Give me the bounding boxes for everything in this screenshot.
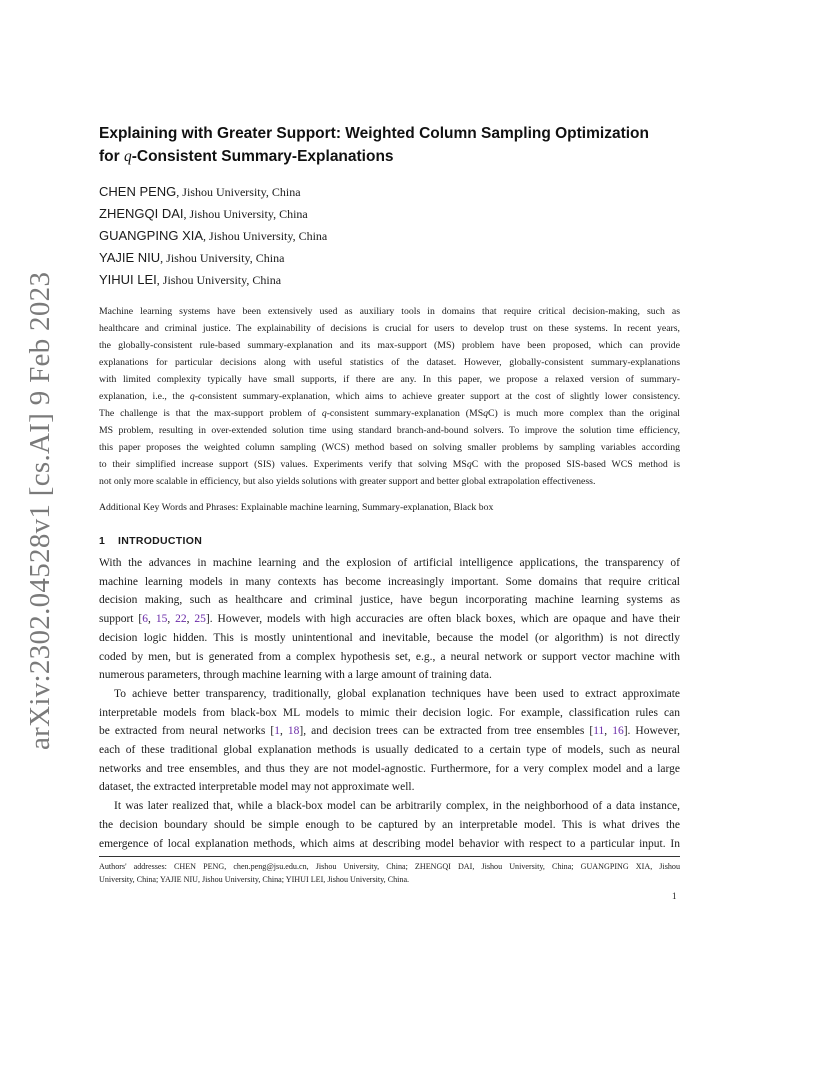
abstract-line: not only more scalable in efficiency, but also yields solutions with greater support and better global extrapolation effectiveness. <box>99 476 596 487</box>
citation-link[interactable]: 18 <box>287 725 300 738</box>
paragraph-line: emergence of local explanation methods, which aims at describing model behavior with respect to a particular input. In <box>99 837 680 850</box>
author-affiliation: , Jishou University, China <box>176 185 301 199</box>
abstract-line: healthcare and criminal justice. The explainability of decisions is crucial for users to develop trust on these systems. In recent years, <box>99 323 680 334</box>
paragraph-line <box>99 610 680 629</box>
intro-paragraph-3 <box>99 797 680 853</box>
keywords: Additional Key Words and Phrases: Explainable machine learning, Summary-explanation, Black box <box>99 502 494 513</box>
author-entry <box>99 225 680 247</box>
abstract-line: MS problem, resulting in over-extended solution time using standard branch-and-bound solvers. To improve the solution time efficiency, <box>99 425 680 436</box>
intro-paragraph-1 <box>99 554 680 685</box>
citation-link[interactable]: 1 <box>274 725 280 738</box>
author-name: GUANGPING XIA <box>99 228 204 243</box>
text-run: , <box>167 613 176 626</box>
author-affiliation: , Jishou University, China <box>183 207 308 221</box>
paragraph-line: each of these traditional global explanation methods is usually dedicated to a certain type of models, such as neural <box>99 744 680 757</box>
text-run: support [ <box>99 613 143 626</box>
text-run: ]. However, models with high accuracies are often black boxes, which are opaque and have their <box>205 613 680 626</box>
page-number: 1 <box>672 891 677 901</box>
author-entry <box>99 247 680 269</box>
author-name: YAJIE NIU <box>99 250 161 265</box>
paragraph-line: interpretable models from black-box ML models to mimic their decision logic. For example, classification rules can <box>99 706 680 719</box>
text-run: ]. However, <box>623 725 680 738</box>
abstract-line: explanations for particular decisions along with useful statistics of the dataset. However, globally-consistent summary-explanations <box>99 357 680 368</box>
footnote-line: University, China; YAJIE NIU, Jishou University, China; YIHUI LEI, Jishou University, China. <box>99 875 410 884</box>
paragraph-line: coded by men, but is generated from a complex hypothesis set, e.g., a neural network or support vector machine with <box>99 650 680 663</box>
text-run: be extracted from neural networks [ <box>99 725 275 738</box>
paragraph-line <box>99 722 680 741</box>
author-affiliation: , Jishou University, China <box>203 229 328 243</box>
abstract-line: the globally-consistent rule-based summary-explanation and its max-support (MS) problem have been proposed, which can provide <box>99 340 680 351</box>
footnote-line: Authors' addresses: CHEN PENG, chen.peng@jsu.edu.cn, Jishou University, China; ZHENGQI DAI, Jishou University, China; GUANGPING XIA, Jishou <box>99 862 680 871</box>
author-affiliation: , Jishou University, China <box>156 273 282 287</box>
author-name: CHEN PENG <box>99 184 177 199</box>
paragraph-line: decision logic hidden. This is mostly unintentional and inevitable, because the model (or algorithm) is not directly <box>99 631 680 644</box>
section-heading <box>99 532 680 550</box>
author-list <box>99 181 680 291</box>
paper-title <box>99 122 680 168</box>
citation-link[interactable]: 16 <box>612 725 624 738</box>
paper-page <box>99 122 680 853</box>
intro-paragraph-2 <box>99 685 680 797</box>
author-entry <box>99 203 680 225</box>
arxiv-id-text: arXiv:2302.04528v1 [cs.AI] 9 Feb 2023 <box>24 271 56 750</box>
citation-link[interactable]: 22 <box>175 613 187 626</box>
citation-link[interactable]: 11 <box>593 725 605 738</box>
paragraph-line: To achieve better transparency, traditionally, global explanation techniques have been used to extract approximate <box>114 687 680 700</box>
section-number: 1 <box>99 535 106 547</box>
abstract-line: Machine learning systems have been extensively used as auxiliary tools in domains that require critical decision-making, such as <box>99 306 680 317</box>
footnote-divider <box>99 856 680 857</box>
citation-link[interactable]: 6 <box>142 613 149 626</box>
author-name: YIHUI LEI <box>99 272 157 287</box>
paragraph-line: machine learning models in many contexts has become increasingly important. Some domains that require critical <box>99 575 680 588</box>
abstract <box>99 303 680 490</box>
text-run: , <box>148 613 156 626</box>
text-run: , <box>604 725 613 738</box>
abstract-line: explanation, i.e., the q-consistent summary-explanation, which aims to achieve greater support at the cost of slightly lower consistency. <box>99 391 681 402</box>
paragraph-line: numerous parameters, through machine learning with a large amount of training data. <box>99 669 492 682</box>
text-run: ], and decision trees can be extracted from tree ensembles [ <box>299 725 594 738</box>
paragraph-line: dataset, the extracted interpretable model may not approximate well. <box>99 781 415 794</box>
text-run: , <box>186 613 195 626</box>
author-name: ZHENGQI DAI <box>99 206 184 221</box>
paragraph-line: the decision boundary should be simple enough to be captured by an interpretable model. This is what drives the <box>99 818 680 831</box>
paragraph-line: It was later realized that, while a black-box model can be arbitrarily complex, in the neighborhood of a data instance, <box>114 800 680 813</box>
section-title: INTRODUCTION <box>118 535 203 547</box>
text-run: , <box>279 725 288 738</box>
author-entry <box>99 269 680 291</box>
abstract-line: this paper proposes the weighted column sampling (WCS) method based on solving smaller problems by sampling variables according <box>99 442 680 453</box>
abstract-line: with limited complexity typically have small supports, if there are any. In this paper, we propose a relaxed version of summary- <box>99 374 680 385</box>
author-entry <box>99 181 680 203</box>
title-line-2-suffix: -Consistent Summary-Explanations <box>131 148 394 165</box>
paragraph-line: decision making, such as healthcare and criminal justice, have begun incorporating machine learning systems as <box>99 594 680 607</box>
arxiv-identifier-stamp <box>24 271 56 750</box>
abstract-line: The challenge is that the max-support problem of q-consistent summary-explanation (MSqC) is much more complex than the original <box>99 408 681 419</box>
abstract-line: to their simplified increase support (SIS) values. Experiments verify that solving MSqC with the proposed SIS-based WCS method is <box>99 459 680 470</box>
title-q-symbol: q <box>123 148 132 165</box>
title-line-1: Explaining with Greater Support: Weighted Column Sampling Optimization <box>99 125 649 142</box>
paragraph-line: networks and tree ensembles, and thus they are not model-agnostic. Furthermore, for a very complex model and a large <box>99 762 680 775</box>
title-line-2-prefix: for <box>99 148 124 165</box>
citation-link[interactable]: 25 <box>194 613 206 626</box>
citation-link[interactable]: 15 <box>155 613 168 626</box>
author-addresses-footnote <box>99 860 680 886</box>
paragraph-line: With the advances in machine learning and the explosion of artificial intelligence applications, the transparency of <box>99 557 680 569</box>
author-affiliation: , Jishou University, China <box>160 251 285 265</box>
